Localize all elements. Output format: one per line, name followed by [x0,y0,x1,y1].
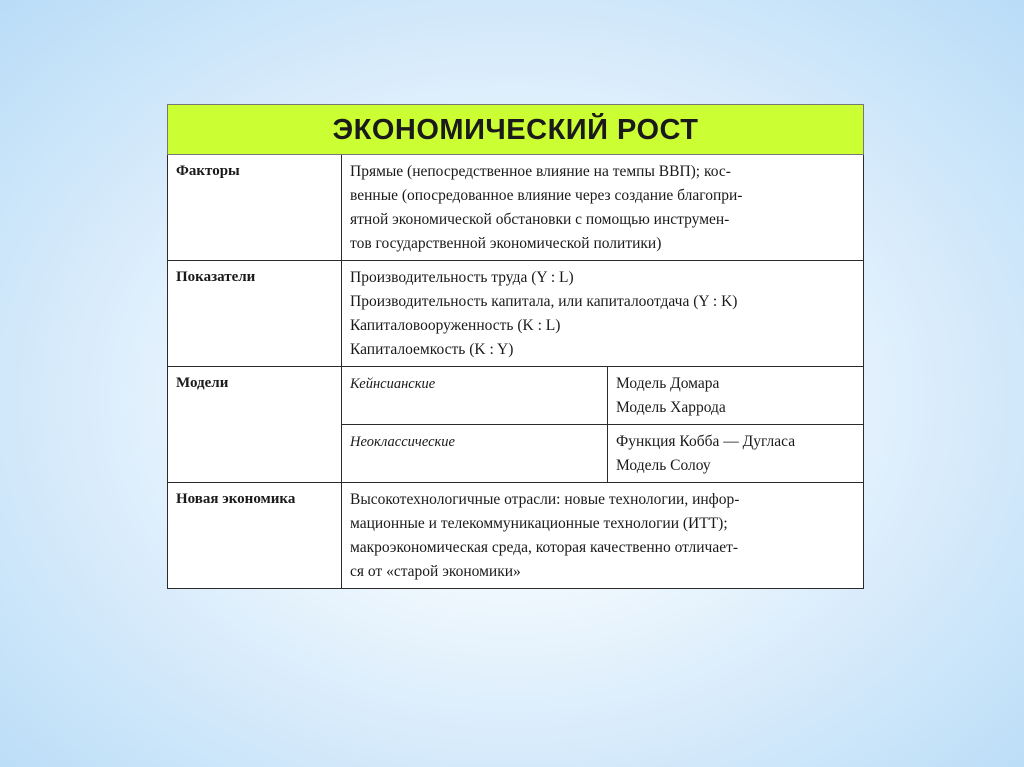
economic-growth-table [167,104,864,589]
model-item: Модель Домара [616,375,720,392]
new-economy-line: ся от «старой экономики» [350,563,521,580]
new-economy-description [342,483,864,589]
table-title: ЭКОНОМИЧЕСКИЙ РОСТ [168,105,864,155]
indicators-label: Показатели [168,261,342,367]
new-economy-line: мационные и телекоммуникационные технологии (ИТТ); [350,515,728,532]
factors-line: тов государственной экономической политики) [350,235,662,252]
indicator-item: Производительность капитала, или капиталоотдача (Y : K) [350,293,738,310]
factors-label: Факторы [168,155,342,261]
indicator-item: Производительность труда (Y : L) [350,269,574,286]
model-type-keynesian: Кейнсианские [342,367,608,425]
models-label: Модели [168,367,342,483]
model-type-neoclassical: Неоклассические [342,425,608,483]
model-item: Модель Солоу [616,457,711,474]
neoclassical-models [608,425,864,483]
keynesian-models [608,367,864,425]
factors-line: венные (опосредованное влияние через создание благопри- [350,187,743,204]
indicator-item: Капиталовооруженность (K : L) [350,317,561,334]
new-economy-label: Новая экономика [168,483,342,589]
indicators-list [342,261,864,367]
indicator-item: Капиталоемкость (K : Y) [350,341,514,358]
factors-line: ятной экономической обстановки с помощью инструмен- [350,211,730,228]
new-economy-line: макроэкономическая среда, которая качественно отличает- [350,539,739,556]
factors-line: Прямые (непосредственное влияние на темпы ВВП); кос- [350,163,731,180]
factors-description [342,155,864,261]
new-economy-line: Высокотехнологичные отрасли: новые технологии, инфор- [350,491,740,508]
model-item: Модель Харрода [616,399,726,416]
model-item: Функция Кобба — Дугласа [616,433,796,450]
